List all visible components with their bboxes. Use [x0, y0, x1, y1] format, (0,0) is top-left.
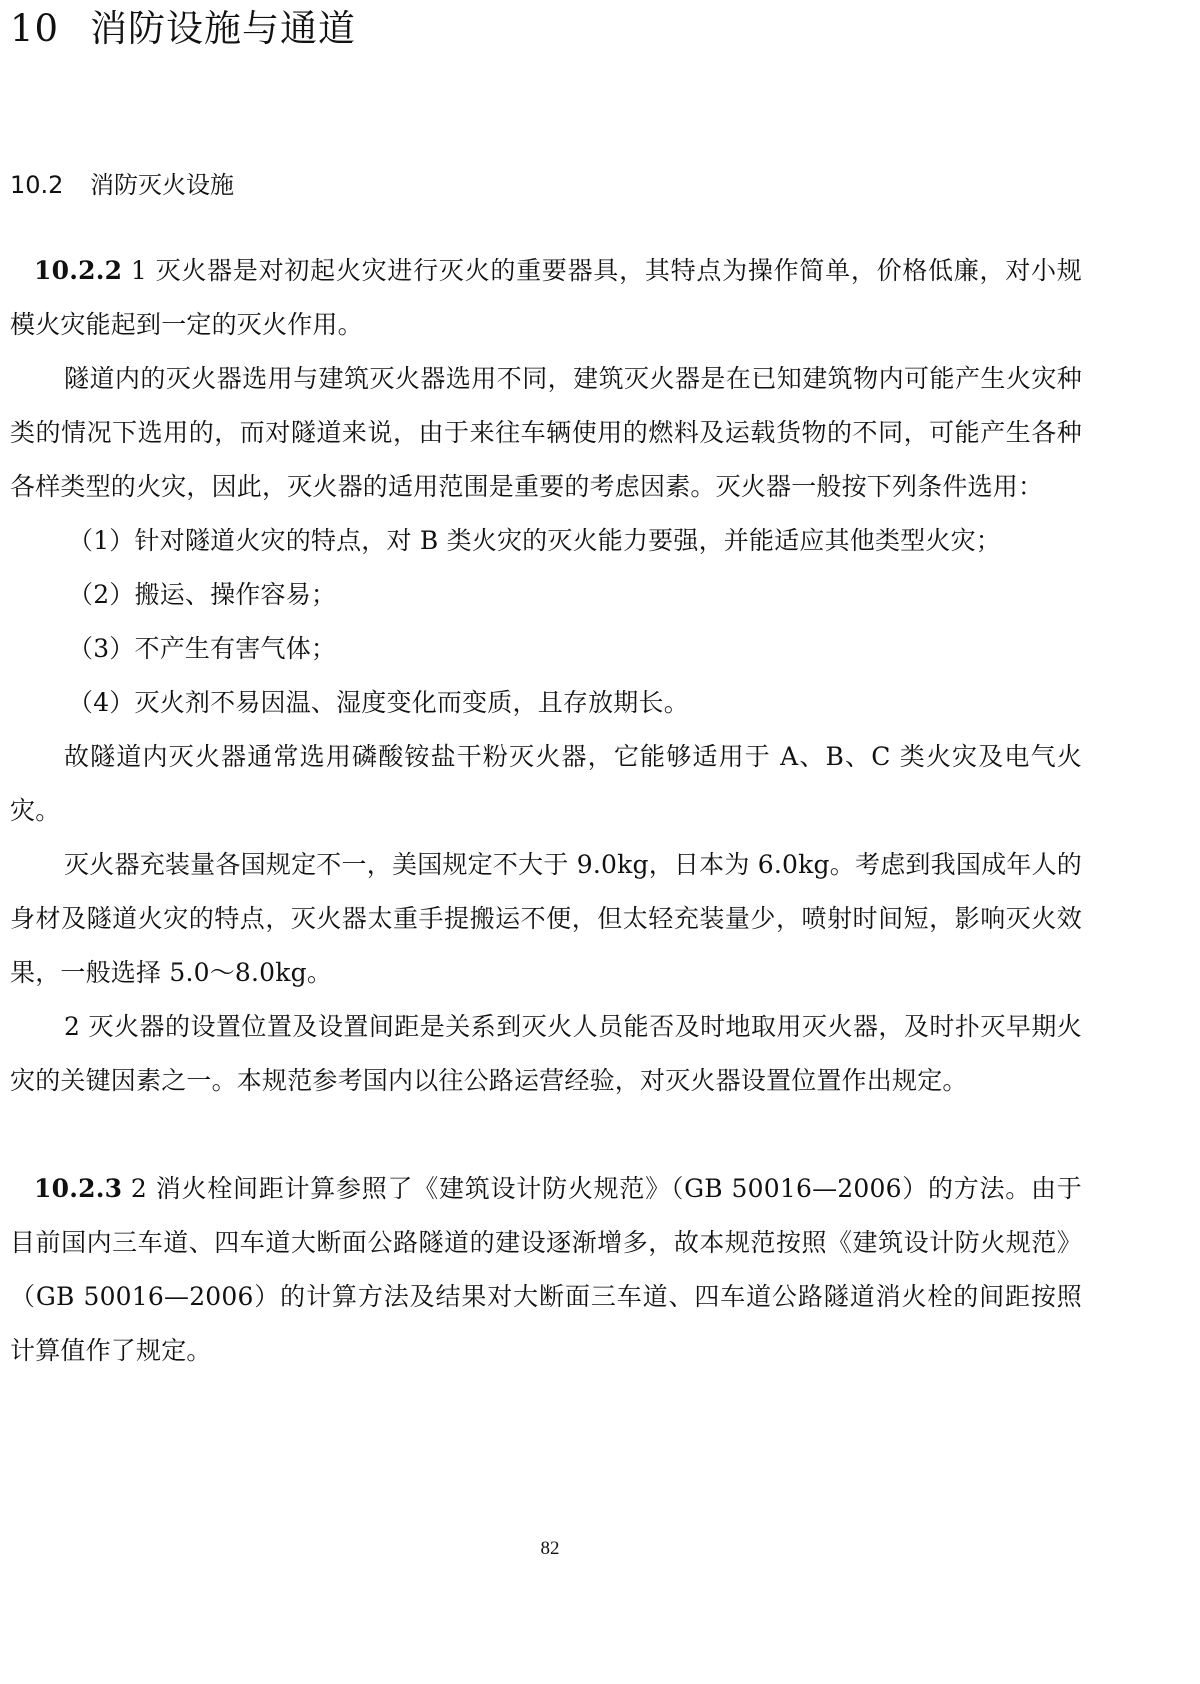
clause-10-2-2-paragraph-4: 灭火器充装量各国规定不一，美国规定不大于 9.0kg，日本为 6.0kg。考虑到我国成年人的身材及隧道火灾的特点，灭火器太重手提搬运不便，但太轻充装量少，喷射时间短，影响灭火效果，一般选择 5.0～8.0kg。 [10, 850, 1082, 987]
chapter-title-text: 消防设施与通道 [90, 7, 356, 50]
clause-10-2-2-paragraph-5: 2 灭火器的设置位置及设置间距是关系到灭火人员能否及时地取用灭火器，及时扑灭早期火灾的关键因素之一。本规范参考国内以往公路运营经验，对灭火器设置位置作出规定。 [10, 1012, 1082, 1095]
clause-number-10-2-2: 10.2.2 [34, 256, 123, 285]
clause-10-2-2-paragraph-2: 隧道内的灭火器选用与建筑灭火器选用不同，建筑灭火器是在已知建筑物内可能产生火灾种类的情况下选用的，而对隧道来说，由于来往车辆使用的燃料及运载货物的不同，可能产生各种各样类型的火灾，因此，灭火器的适用范围是重要的考虑因素。灭火器一般按下列条件选用： [10, 364, 1082, 501]
chapter-title [10, 4, 356, 54]
clause-number-10-2-3: 10.2.3 [34, 1174, 123, 1203]
condition-item-2: （2）搬运、操作容易； [68, 580, 337, 609]
page-number: 82 [540, 1538, 560, 1559]
condition-item-1: （1）针对隧道火灾的特点，对 B 类火灾的灭火能力要强，并能适应其他类型火灾； [68, 526, 1001, 555]
clause-10-2-3-paragraph-1 [10, 1162, 1082, 1378]
section-title [10, 168, 234, 202]
clause-10-2-3-item-2-text: 2 消火栓间距计算参照了《建筑设计防火规范》（GB 50016—2006）的方法。由于目前国内三车道、四车道大断面公路隧道的建设逐渐增多，故本规范按照《建筑设计防火规范》（GB 50016—2006）的计算方法及结果对大断面三车道、四车道公路隧道消火栓的间距按照计算值作了规定。 [10, 1174, 1082, 1365]
chapter-number: 10 [10, 7, 60, 50]
section-number: 10.2 [10, 171, 64, 199]
clause-10-2-2-paragraph-1 [10, 244, 1082, 352]
clause-10-2-2-item-1-text: 1 灭火器是对初起火灾进行灭火的重要器具，其特点为操作简单，价格低廉，对小规模火灾能起到一定的灭火作用。 [10, 256, 1082, 339]
condition-item-4: （4）灭火剂不易因温、湿度变化而变质，且存放期长。 [68, 688, 689, 717]
section-title-text: 消防灭火设施 [90, 171, 234, 199]
clause-10-2-2-paragraph-3: 故隧道内灭火器通常选用磷酸铵盐干粉灭火器，它能够适用于 A、B、C 类火灾及电气火灾。 [10, 742, 1082, 825]
body-text [10, 244, 1082, 1378]
condition-item-3: （3）不产生有害气体； [68, 634, 337, 663]
